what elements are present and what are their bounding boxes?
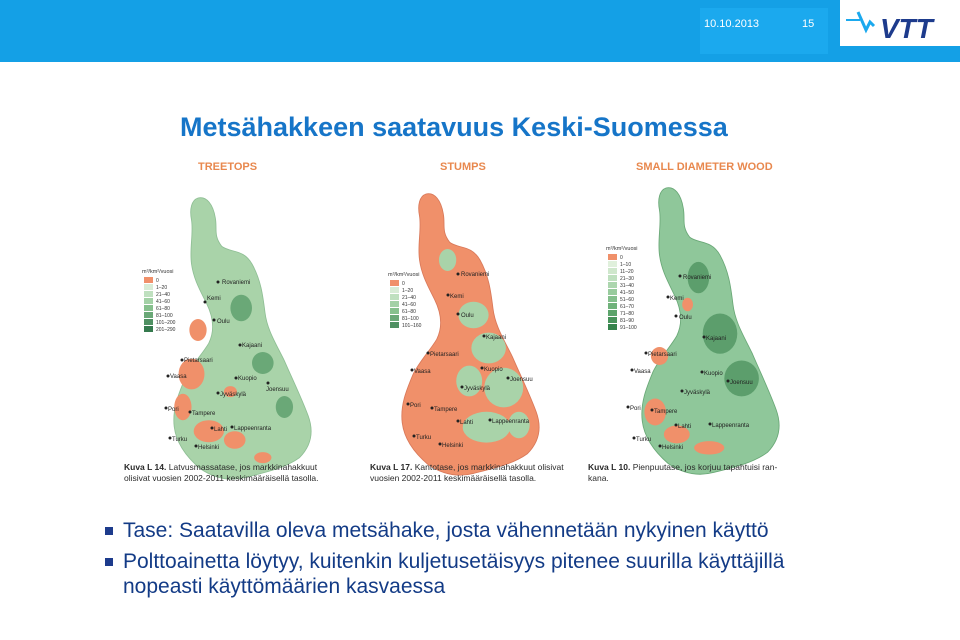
caption-text: kana. bbox=[588, 473, 609, 483]
map-small-wood bbox=[642, 188, 779, 475]
caption-small-wood bbox=[588, 462, 788, 484]
city-label: Joensuu bbox=[510, 377, 533, 383]
map-treetops bbox=[174, 198, 311, 479]
city-label: Rovaniemi bbox=[683, 275, 712, 281]
city-label: Helsinki bbox=[442, 443, 464, 449]
city-label: Rovaniemi bbox=[461, 272, 490, 278]
city-label: Pietarsaari bbox=[184, 358, 213, 364]
city-label: Tampere bbox=[654, 409, 678, 415]
page-title: Metsähakkeen saatavuus Keski-Suomessa bbox=[180, 112, 728, 142]
legend-item: 1–20 bbox=[156, 285, 168, 291]
bullet-text: Tase: Saatavilla oleva metsähake, josta vähennetään nykyinen käyttö bbox=[123, 519, 769, 542]
legend-item: 101–160 bbox=[402, 323, 422, 329]
map-label-treetops: TREETOPS bbox=[198, 161, 258, 173]
legend-item: 91–100 bbox=[620, 325, 637, 331]
bullet-text: Polttoainetta löytyy, kuitenkin kuljetusetäisyys pitenee suurilla käyttäjillä nopeasti käyttömäärien kasvaessa bbox=[123, 550, 785, 598]
legend-item: 0 bbox=[156, 278, 159, 284]
city-label: Helsinki bbox=[662, 445, 684, 451]
legend-item: 61–70 bbox=[620, 304, 634, 310]
city-label: Lappeenranta bbox=[712, 423, 750, 429]
legend-item: 101–200 bbox=[156, 320, 176, 326]
bullet-square-icon bbox=[105, 558, 113, 566]
legend-item: 81–100 bbox=[402, 316, 419, 322]
caption-text: olisivat vuosien 2002-2011 keskimääräisellä tasolla. bbox=[124, 473, 319, 483]
caption-ref: Kuva L 10. bbox=[588, 462, 631, 472]
legend-item: 21–40 bbox=[402, 295, 416, 301]
city-label: Vaasa bbox=[170, 374, 187, 380]
bullet-list bbox=[105, 518, 845, 605]
legend-item: 21–40 bbox=[156, 292, 170, 298]
city-label: Vaasa bbox=[414, 369, 431, 375]
legend-item: 61–80 bbox=[156, 306, 170, 312]
legend-item: 71–80 bbox=[620, 311, 634, 317]
city-label: Lahti bbox=[678, 424, 692, 430]
legend-item: 201–290 bbox=[156, 327, 176, 333]
city-label: Oulu bbox=[217, 319, 230, 325]
city-label: Lappeenranta bbox=[234, 426, 272, 432]
legend-item: 81–90 bbox=[620, 318, 634, 324]
city-label: Kuopio bbox=[704, 371, 723, 377]
city-label: Tampere bbox=[434, 407, 458, 413]
city-label: Tampere bbox=[192, 411, 216, 417]
caption-text: Pienpuutase, jos korjuu tapahtuisi ran- bbox=[632, 462, 778, 472]
legend-stumps bbox=[388, 272, 422, 329]
map-label-small-wood: SMALL DIAMETER WOOD bbox=[636, 161, 773, 173]
legend-item: 0 bbox=[402, 281, 405, 287]
city-label: Pietarsaari bbox=[430, 352, 459, 358]
legend-item: 11–20 bbox=[620, 269, 634, 275]
city-label: Kajaani bbox=[706, 336, 727, 342]
legend-item: 51–60 bbox=[620, 297, 634, 303]
city-label: Pori bbox=[168, 407, 179, 413]
city-label: Vaasa bbox=[634, 369, 651, 375]
city-label: Jyväskylä bbox=[220, 392, 247, 398]
city-label: Pietarsaari bbox=[648, 352, 677, 358]
caption-text: Latvusmassatase, jos markkinahakkuut bbox=[168, 462, 318, 472]
legend-small-wood bbox=[606, 246, 637, 331]
caption-text: vuosien 2002-2011 keskimääräisellä tasolla. bbox=[370, 473, 537, 483]
legend-item: 1–20 bbox=[402, 288, 414, 294]
city-label: Kemi bbox=[450, 294, 464, 300]
slide-date: 10.10.2013 bbox=[704, 18, 760, 30]
legend-item: 41–50 bbox=[620, 290, 634, 296]
legend-treetops bbox=[142, 269, 176, 333]
city-label: Helsinki bbox=[198, 445, 220, 451]
legend-item: 21–30 bbox=[620, 276, 634, 282]
map-stumps bbox=[402, 194, 539, 475]
caption-stumps bbox=[370, 462, 570, 484]
city-label: Joensuu bbox=[730, 380, 753, 386]
city-label: Turku bbox=[636, 437, 652, 443]
city-label: Pori bbox=[410, 403, 421, 409]
caption-ref: Kuva L 17. bbox=[370, 462, 413, 472]
city-label: Pori bbox=[630, 406, 641, 412]
city-label: Lahti bbox=[214, 427, 228, 433]
city-label: Kajaani bbox=[242, 343, 263, 349]
city-label: Turku bbox=[172, 437, 188, 443]
legend-item: 31–40 bbox=[620, 283, 634, 289]
legend-item: 61–80 bbox=[402, 309, 416, 315]
city-label: Joensuu bbox=[266, 387, 289, 393]
city-label: Kuopio bbox=[238, 376, 257, 382]
city-label: Jyväskylä bbox=[464, 386, 491, 392]
city-label: Kajaani bbox=[486, 335, 507, 341]
legend-title: m³/km²/vuosi bbox=[606, 246, 638, 252]
city-label: Jyväskylä bbox=[684, 390, 711, 396]
legend-item: 1–10 bbox=[620, 262, 632, 268]
city-label: Lahti bbox=[460, 420, 474, 426]
bullet-item bbox=[105, 549, 845, 599]
legend-item: 81–100 bbox=[156, 313, 173, 319]
city-label: Kuopio bbox=[484, 367, 503, 373]
caption-treetops bbox=[124, 462, 324, 484]
city-label: Turku bbox=[416, 435, 432, 441]
legend-item: 0 bbox=[620, 255, 623, 261]
legend-title: m³/km²/vuosi bbox=[388, 272, 420, 278]
city-label: Oulu bbox=[461, 313, 474, 319]
legend-item: 41–60 bbox=[402, 302, 416, 308]
legend-item: 41–60 bbox=[156, 299, 170, 305]
caption-ref: Kuva L 14. bbox=[124, 462, 167, 472]
map-label-stumps: STUMPS bbox=[440, 161, 486, 173]
bullet-square-icon bbox=[105, 527, 113, 535]
logo-lettering: VTT bbox=[880, 13, 933, 44]
city-label: Rovaniemi bbox=[222, 280, 251, 286]
page-number: 15 bbox=[802, 18, 815, 30]
legend-title: m³/km²/vuosi bbox=[142, 269, 174, 275]
caption-text: Kantotase, jos markkinahakkuut olisivat bbox=[414, 462, 564, 472]
city-label: Kemi bbox=[207, 296, 221, 302]
bullet-item bbox=[105, 518, 845, 543]
city-label: Lappeenranta bbox=[492, 419, 530, 425]
city-label: Kemi bbox=[670, 296, 684, 302]
city-label: Oulu bbox=[679, 315, 692, 321]
